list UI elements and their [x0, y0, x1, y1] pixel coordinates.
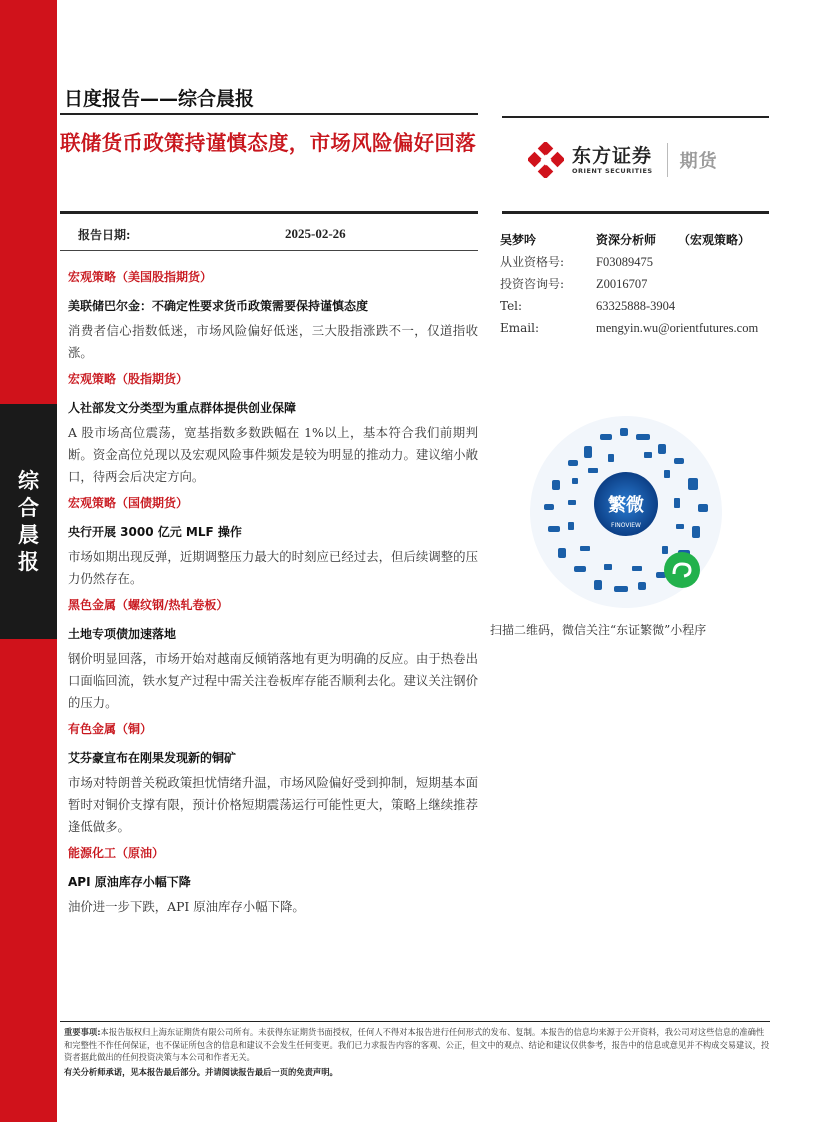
header-divider-right	[502, 116, 769, 118]
report-date-value: 2025-02-26	[285, 226, 346, 241]
orient-logo-icon	[528, 142, 564, 178]
title-divider-right	[502, 211, 769, 214]
disclaimer	[64, 1026, 770, 1064]
section-subheading: 央行开展 3000 亿元 MLF 操作	[68, 525, 242, 539]
section-nonferrous-copper	[68, 721, 478, 838]
side-tab-char: 综	[18, 468, 39, 493]
section-energy-crude	[68, 845, 478, 918]
footer-divider	[60, 1021, 770, 1022]
side-tab-label	[0, 404, 57, 639]
section-heading: 宏观策略（股指期货）	[68, 372, 189, 386]
analyst-qualification-row	[500, 251, 770, 273]
section-body: 消费者信心指数低迷，市场风险偏好低迷，三大股指涨跌不一，仅道指收涨。	[68, 323, 478, 360]
company-logo	[528, 140, 768, 180]
section-subheading: API 原油库存小幅下降	[68, 875, 191, 889]
analyst-name: 吴梦吟	[500, 233, 537, 247]
date-divider	[60, 250, 478, 251]
field-value: Z0016707	[596, 277, 648, 291]
section-body: A 股市场高位震荡，宽基指数多数跌幅在 1%以上，基本符合我们前期判断。资金高位兑现以及宏观风险事件频发是较为明显的推动力。建议缩小敞口，待两会后决定方向。	[68, 425, 478, 484]
section-body: 市场对特朗普关税政策担忧情绪升温，市场风险偏好受到抑制，短期基本面暂时对铜价支撑有限，预计价格短期震荡运行可能性更大，策略上继续推荐逢低做多。	[68, 775, 478, 834]
page-title: 联储货币政策持谨慎态度，市场风险偏好回落	[60, 131, 476, 155]
section-body: 钢价明显回落，市场开始对越南反倾销落地有更为明确的反应。由于热卷出口面临回流，铁水复产过程中需关注卷板库存能否顺利去化。建议关注钢价的压力。	[68, 651, 478, 710]
section-heading: 宏观策略（国债期货）	[68, 496, 189, 510]
title-divider	[60, 211, 478, 214]
analyst-info	[500, 229, 770, 339]
section-heading: 黑色金属（螺纹钢/热轧卷板）	[68, 598, 229, 612]
header-divider	[60, 113, 478, 115]
section-body: 油价进一步下跌，API 原油库存小幅下降。	[68, 899, 305, 914]
section-ferrous-metals	[68, 597, 478, 714]
qr-center-en: FINOVIEW	[611, 522, 641, 529]
section-treasury-futures	[68, 495, 478, 590]
section-index-futures	[68, 371, 478, 488]
section-subheading: 土地专项债加速落地	[68, 627, 177, 641]
qr-center-text: 繁微	[608, 495, 644, 516]
field-label: Tel:	[500, 299, 523, 313]
logo-name-cn: 东方证券	[572, 145, 653, 167]
side-tab-char: 晨	[18, 522, 39, 547]
section-subheading: 艾芬豪宣布在刚果发现新的铜矿	[68, 751, 237, 765]
logo-futures: 期货	[679, 151, 718, 172]
report-type: 日度报告——综合晨报	[64, 88, 255, 110]
section-heading: 宏观策略（美国股指期货）	[68, 270, 213, 284]
logo-separator	[667, 143, 668, 177]
report-content	[68, 269, 478, 925]
analyst-consulting-row	[500, 273, 770, 295]
disclaimer-text: 本报告版权归上海东证期货有限公司所有。未获得东证期货书面授权，任何人不得对本报告进行任何形式的发布、复制。本报告的信息均来源于公开资料，我公司对这些信息的准确性和完整性不作任何保证，也不保证所包含的信息和建议不会发生任何变更。我们已力求报告内容的客观、公正，但文中的观点、结论和建议仅供参考，报告中的信息或意见并不构成交易建议，投资者据此做出的任何投资决策与本公司和作者无关。	[64, 1027, 770, 1062]
section-body: 市场如期出现反弹，近期调整压力最大的时刻应已经过去，但后续调整的压力仍然存在。	[68, 549, 478, 586]
disclaimer-label: 重要事项:	[64, 1027, 101, 1037]
report-date-label: 报告日期:	[78, 228, 131, 242]
field-label: 投资咨询号:	[500, 277, 565, 291]
field-value: 63325888-3904	[596, 299, 676, 313]
section-us-index-futures	[68, 269, 478, 364]
section-subheading: 美联储巴尔金：不确定性要求货币政策需要保持谨慎态度	[68, 299, 369, 313]
analyst-name-row	[500, 229, 770, 251]
wechat-miniprogram-icon	[664, 552, 700, 588]
analyst-tel-row	[500, 295, 770, 317]
analyst-commitment-note: 有关分析师承诺，见本报告最后部分。并请阅读报告最后一页的免责声明。	[64, 1067, 338, 1077]
analyst-email-row	[500, 317, 770, 339]
side-tab-char: 合	[18, 495, 39, 520]
field-label: 从业资格号:	[500, 255, 565, 269]
side-tab-char: 报	[18, 549, 39, 574]
section-heading: 能源化工（原油）	[68, 846, 165, 860]
analyst-role: 资深分析师	[596, 233, 657, 247]
analyst-email[interactable]: mengyin.wu@orientfutures.com	[596, 321, 759, 335]
qr-caption: 扫描二维码，微信关注“东证繁微”小程序	[490, 623, 707, 637]
logo-name-en: ORIENT SECURITIES	[572, 167, 653, 175]
section-heading: 有色金属（铜）	[68, 722, 153, 736]
analyst-dept: （宏观策略）	[678, 233, 751, 247]
miniprogram-qr-code[interactable]	[528, 414, 724, 610]
field-value: F03089475	[596, 255, 653, 269]
field-label: Email:	[500, 321, 540, 335]
section-subheading: 人社部发文分类型为重点群体提供创业保障	[68, 401, 297, 415]
